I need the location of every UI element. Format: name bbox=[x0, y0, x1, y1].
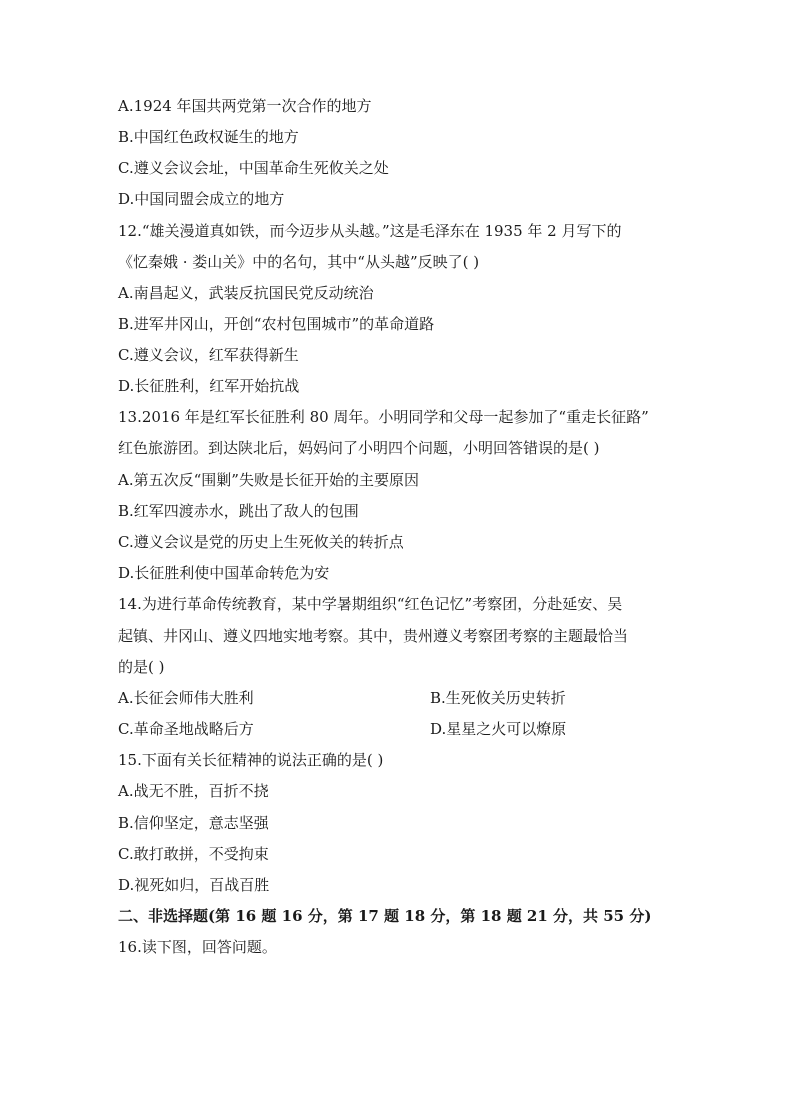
q14-stem-line3: 的是( ) bbox=[118, 658, 165, 676]
q13-option-d: D.长征胜利使中国革命转危为安 bbox=[118, 564, 330, 582]
q14-option-a: A.长征会师伟大胜利 bbox=[118, 689, 254, 707]
q13-option-a: A.第五次反“围剿”失败是长征开始的主要原因 bbox=[118, 471, 419, 489]
q14-option-c: C.革命圣地战略后方 bbox=[118, 720, 254, 738]
q15-option-b: B.信仰坚定，意志坚强 bbox=[118, 814, 269, 832]
q13-stem-line2: 红色旅游团。到达陕北后，妈妈问了小明四个问题，小明回答错误的是( ) bbox=[118, 439, 600, 457]
q15-stem: 15.下面有关长征精神的说法正确的是( ) bbox=[118, 751, 384, 769]
q13-option-c: C.遵义会议是党的历史上生死攸关的转折点 bbox=[118, 533, 404, 551]
q15-option-d: D.视死如归，百战百胜 bbox=[118, 876, 270, 894]
q11-option-c: C.遵义会议会址，中国革命生死攸关之处 bbox=[118, 159, 389, 177]
q15-option-c: C.敢打敢拼，不受拘束 bbox=[118, 845, 269, 863]
q14-options-row-2 bbox=[118, 719, 678, 739]
q14-stem-line2: 起镇、井冈山、遵义四地实地考察。其中，贵州遵义考察团考察的主题最恰当 bbox=[118, 627, 629, 645]
q16-stem: 16.读下图，回答问题。 bbox=[118, 938, 277, 956]
q12-stem-line2: 《忆秦娥 · 娄山关》中的名句，其中“从头越”反映了( ) bbox=[118, 253, 480, 271]
q12-option-b: B.进军井冈山，开创“农村包围城市”的革命道路 bbox=[118, 315, 435, 333]
q12-option-a: A.南昌起义，武装反抗国民党反动统治 bbox=[118, 284, 374, 302]
q13-stem-line1: 13.2016 年是红军长征胜利 80 周年。小明同学和父母一起参加了“重走长征路” bbox=[118, 408, 649, 426]
q12-stem-line1: 12.“雄关漫道真如铁，而今迈步从头越。”这是毛泽东在 1935 年 2 月写下的 bbox=[118, 222, 622, 240]
q11-option-d: D.中国同盟会成立的地方 bbox=[118, 190, 285, 208]
q11-option-b: B.中国红色政权诞生的地方 bbox=[118, 128, 299, 146]
q15-option-a: A.战无不胜，百折不挠 bbox=[118, 782, 269, 800]
q12-option-d: D.长征胜利，红军开始抗战 bbox=[118, 377, 300, 395]
q14-stem-line1: 14.为进行革命传统教育，某中学暑期组织“红色记忆”考察团，分赴延安、吴 bbox=[118, 595, 623, 613]
q13-option-b: B.红军四渡赤水，跳出了敌人的包围 bbox=[118, 502, 359, 520]
q14-option-b: B.生死攸关历史转折 bbox=[430, 689, 566, 707]
q14-option-d: D.星星之火可以燎原 bbox=[430, 720, 567, 738]
q12-option-c: C.遵义会议，红军获得新生 bbox=[118, 346, 299, 364]
q14-options-row-1 bbox=[118, 688, 678, 708]
q11-option-a: A.1924 年国共两党第一次合作的地方 bbox=[118, 97, 372, 115]
section-2-heading: 二、非选择题(第 16 题 16 分，第 17 题 18 分，第 18 题 21 分，共 55 分) bbox=[118, 907, 652, 925]
